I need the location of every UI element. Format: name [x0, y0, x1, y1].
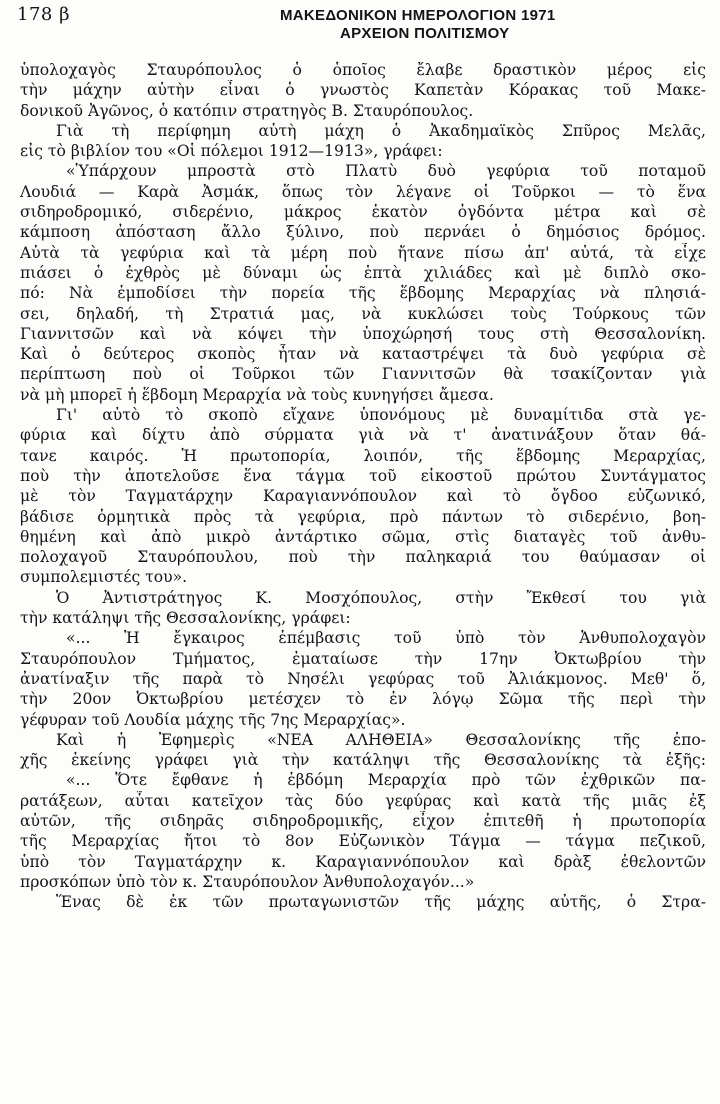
- quote-paragraph: [20, 405, 706, 588]
- text-line: νὰ μὴ μπορεῖ ἡ ἕβδομη Μεραρχία νὰ τοὺς κυνηγήσει ἄμεσα.: [20, 385, 494, 404]
- text-line: «... Ἡ ἔγκαιρος ἐπέμβασις τοῦ ὑπὸ τὸν Ἀνθυπολοχαγὸν: [66, 629, 706, 648]
- text-line: ἀνατίναξιν τῆς παρὰ τὸ Νησέλι γεφύρας τοῦ Ἀλιάκμονος. Μεθ' ὅ,: [20, 669, 706, 688]
- page-number: 178 β: [17, 4, 70, 25]
- text-line: «... Ὅτε ἔφθανε ἡ ἑβδόμη Μεραρχία πρὸ τῶν ἐχθρικῶν πα-: [66, 771, 706, 790]
- text-line: Καὶ ὁ δεύτερος σκοπὸς ἦταν νὰ καταστρέψει τὰ δυὸ γεφύρια σὲ: [20, 345, 706, 364]
- text-line: σιδηροδρομικό, σιδερένιο, μάκρος ἑκατὸν ὀγδόντα μέτρα καὶ σὲ: [20, 203, 706, 222]
- text-line: τὴν 20ον Ὀκτωβρίου μετέσχεν τὸ ἐν λόγῳ Σῶμα τῆς περὶ τὴν: [20, 690, 706, 709]
- text-line: τὴν κατάληψι τῆς Θεσσαλονίκης, γράφει:: [20, 609, 351, 628]
- text-line: τῆς Μεραρχίας ἤτοι τὸ 8ον Εὐζωνικὸν Τάγμα — τάγμα πεζικοῦ,: [20, 832, 706, 851]
- text-line: φύρια καὶ δίχτυ ἀπὸ σύρματα γιὰ νὰ τ' ἀνατινάξουν ὅταν θά-: [20, 426, 706, 445]
- text-line: τανε καιρός. Ἡ πρωτοπορία, λοιπόν, τῆς ἕβδομης Μεραρχίας,: [20, 446, 706, 465]
- text-line: Λουδιά — Καρὰ Ἀσμάκ, ὅπως τὸν λέγανε οἱ Τοῦρκοι — τὸ ἕνα: [20, 182, 706, 201]
- text-line: προσκόπων ὑπὸ τὸν κ. Σταυρόπουλον Ἀνθυπολοχαγόν...»: [20, 872, 475, 891]
- text-line: εἰς τὸ βιβλίον του «Οἱ πόλεμοι 1912—1913», γράφει:: [20, 142, 443, 161]
- text-line: πό: Νὰ ἐμποδίσει τὴν πορεία τῆς ἕβδομης Μεραρχίας νὰ πλησιά-: [20, 284, 706, 303]
- text-line: ποὺ τὴν ἀποτελοῦσε ἕνα τάγμα τοῦ εἰκοστοῦ πρώτου Συντάγματος: [20, 466, 706, 485]
- text-line: αὐτῶν, τῆς σιδηρᾶς σιδηροδρομικῆς, εἶχον ἐπιτεθῆ ἡ πρωτοπορία: [20, 811, 706, 830]
- text-line: χῆς ἐκείνης γράφει γιὰ τὴν κατάληψι τῆς Θεσσαλονίκης τὰ ἑξῆς:: [20, 751, 706, 770]
- text-line: βάδισε ὁρμητικὰ πρὸς τὰ γεφύρια, πρὸ πάντων τὸ σιδερένιο, βοη-: [20, 507, 706, 526]
- paragraph: [20, 588, 706, 629]
- header-title: ΜΑΚΕΔΟΝΙΚΟΝ ΗΜΕΡΟΛΟΓΙΟΝ 1971: [280, 7, 556, 24]
- text-line: ὑπολοχαγὸς Σταυρόπουλος ὁ ὁποῖος ἔλαβε δραστικὸν μέρος εἰς: [20, 61, 706, 79]
- text-line: ὑπὸ τὸν Ταγματάρχην κ. Καραγιαννόπουλον καὶ δρὰξ ἐθελοντῶν: [20, 852, 706, 871]
- text-line: Σταυρόπουλον Τμήματος, ἐματαίωσε τὴν 17ην Ὀκτωβρίου τὴν: [20, 649, 706, 668]
- header-subtitle: ΑΡΧΕΙΟΝ ΠΟΛΙΤΙΣΜΟΥ: [340, 25, 510, 42]
- quote-paragraph: [20, 770, 706, 892]
- text-line: πολοχαγοῦ Σταυρόπουλου, ποὺ τὴν παληκαριά του θαύμασαν οἱ: [20, 548, 706, 567]
- quote-paragraph: [20, 628, 706, 729]
- text-line: συμπολεμιστές του».: [20, 568, 188, 587]
- paragraph: [20, 121, 706, 162]
- document-body: [20, 60, 706, 912]
- text-line: γέφυραν τοῦ Λουδία μάχης τῆς 7ης Μεραρχίας».: [20, 710, 406, 729]
- text-line: Καὶ ἡ Ἐφημερὶς «ΝΕΑ ΑΛΗΘΕΙΑ» Θεσσαλονίκης τῆς ἐπο-: [56, 730, 706, 749]
- text-line: ρατάξεων, αὗται κατεῖχον τὰς δύο γεφύρας καὶ κατὰ τῆς μιᾶς ἐξ: [20, 791, 706, 810]
- text-line: πιάσει ὁ ἐχθρὸς μὲ δύναμι ὡς ἑπτὰ χιλιάδες καὶ μὲ διπλὸ σκο-: [20, 263, 706, 282]
- text-line: Γιαννιτσῶν καὶ νὰ κόψει τὴν ὑποχώρησή τους στὴ Θεσσαλονίκη.: [20, 324, 706, 343]
- text-line: Γι' αὐτὸ τὸ σκοπὸ εἴχανε ὑπονόμους μὲ δυναμίτιδα στὰ γε-: [56, 406, 706, 425]
- text-line: Γιὰ τὴ περίφημη αὐτὴ μάχη ὁ Ἀκαδημαϊκὸς Σπῦρος Μελᾶς,: [56, 121, 706, 140]
- paragraph: [20, 730, 706, 771]
- page-header: [0, 0, 720, 58]
- text-line: Αὐτὰ τὰ γεφύρια καὶ τὰ μέρη ποὺ ἤτανε πίσω ἀπ' αὐτά, τὰ εἶχε: [20, 243, 706, 262]
- text-line: δονικοῦ Ἀγῶνος, ὁ κατόπιν στρατηγὸς Β. Σταυρόπουλος.: [20, 101, 474, 120]
- text-line: τὴν μάχην αὐτὴν εἶναι ὁ γνωστὸς Καπετὰν Κόρακας τοῦ Μακε-: [20, 81, 706, 100]
- text-line: περίπτωση ποὺ οἱ Τοῦρκοι τῶν Γιαννιτσῶν θὰ τσακίζονταν γιὰ: [20, 365, 706, 384]
- text-line: σει, δηλαδή, τὴ Στρατιά μας, νὰ κυκλώσει τοὺς Τούρκους τῶν: [20, 304, 706, 323]
- text-line: «Ὑπάρχουν μπροστὰ στὸ Πλατὺ δυὸ γεφύρια τοῦ ποταμοῦ: [66, 162, 706, 181]
- quote-paragraph: [20, 161, 706, 405]
- paragraph: [20, 60, 706, 121]
- text-line: Ὁ Ἀντιστράτηγος Κ. Μοσχόπουλος, στὴν Ἔκθεσί του γιὰ: [56, 588, 706, 607]
- text-line: κάμποση ἀπόσταση ἄλλο ξύλινο, ποὺ περνάει ὁ δημόσιος δρόμος.: [20, 223, 706, 242]
- text-line: Ἕνας δὲ ἐκ τῶν πρωταγωνιστῶν τῆς μάχης αὐτῆς, ὁ Στρα-: [56, 893, 706, 912]
- paragraph: [20, 892, 706, 912]
- text-line: θημένη καὶ ἀπὸ μικρὸ ἀντάρτικο σῶμα, στὶς διαταγὲς τοῦ ἀνθυ-: [20, 527, 706, 546]
- text-line: μὲ τὸν Ταγματάρχην Καραγιαννόπουλον καὶ τὸ ὄγδοο εὐζωνικό,: [20, 487, 706, 506]
